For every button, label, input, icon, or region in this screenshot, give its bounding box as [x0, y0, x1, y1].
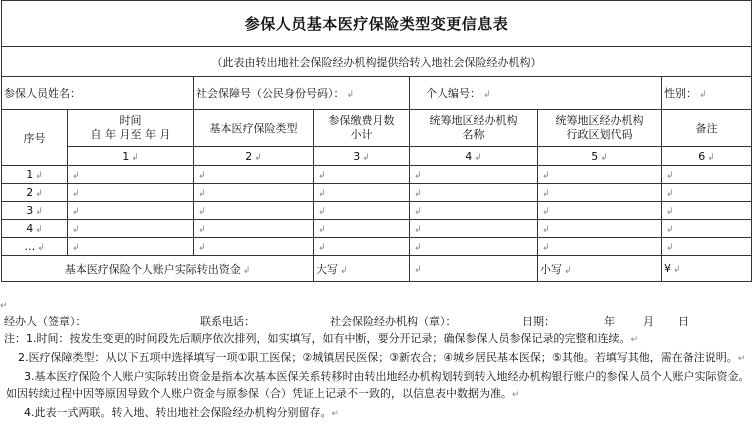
insurance-type-cell[interactable]	[194, 238, 314, 256]
col-number: 3	[353, 149, 361, 163]
remarks-cell[interactable]	[662, 166, 752, 184]
col-number-cell	[314, 147, 410, 166]
time-cell[interactable]	[68, 166, 194, 184]
cell-end-marker: ↲	[318, 243, 326, 253]
cell-end-marker: ↲	[242, 265, 251, 276]
row-number: 1	[26, 168, 34, 181]
cell-end-marker: ↲	[362, 152, 370, 163]
time-cell[interactable]	[68, 202, 194, 220]
form-subtitle: （此表由转出地社会保险经办机构提供给转入地社会保险经办机构）	[211, 55, 542, 69]
paragraph-mark: ↵	[630, 335, 639, 345]
personal-no-label: 个人编号：	[426, 87, 481, 100]
info-change-form-table	[1, 0, 752, 282]
col-number-cell	[662, 147, 752, 166]
cell-end-marker: ↲	[414, 243, 422, 253]
transfer-funds-row	[2, 256, 752, 282]
small-amount-label: 小写	[540, 262, 562, 276]
cell-end-marker: ↲	[414, 225, 422, 235]
col-number: 4	[465, 149, 473, 163]
remarks-cell[interactable]	[662, 220, 752, 238]
time-cell[interactable]	[68, 220, 194, 238]
cell-end-marker: ↲	[37, 243, 45, 253]
col-number-cell	[68, 147, 194, 166]
header-insurance-type-label: 基本医疗保险类型	[209, 122, 298, 135]
region-code-cell[interactable]	[538, 166, 662, 184]
note-4-text: 4.此表一式两联。转入地、转出地社会保险经办机构分别留存。	[24, 406, 332, 419]
row-number: 2	[26, 186, 34, 199]
col-number: 1	[122, 149, 130, 163]
paragraph-mark: ↵	[512, 390, 520, 400]
paragraph-mark: ↵	[737, 354, 746, 364]
region-name-cell[interactable]	[410, 238, 538, 256]
transfer-funds-label: 基本医疗保险个人账户实际转出资金	[64, 262, 241, 276]
col-number: 6	[698, 149, 706, 163]
info-gender-cell	[662, 77, 752, 110]
cell-end-marker: ↲	[198, 189, 206, 199]
months-cell[interactable]	[314, 238, 410, 256]
insurance-type-cell[interactable]	[194, 202, 314, 220]
header-time-line1: 时间	[119, 114, 142, 127]
subtitle-cell	[2, 47, 752, 77]
date-day-label: 日	[678, 315, 689, 328]
region-code-cell[interactable]	[538, 220, 662, 238]
cell-end-marker: ↲	[542, 171, 550, 181]
cell-end-marker: ↲	[600, 152, 608, 163]
time-cell[interactable]	[68, 184, 194, 202]
small-amount-field[interactable]	[662, 256, 752, 282]
col-number-cell	[194, 147, 314, 166]
cell-end-marker: ↲	[198, 243, 206, 253]
cell-end-marker: ↲	[666, 243, 674, 253]
row-number-cell	[2, 220, 68, 238]
note-3	[0, 368, 752, 404]
col-number: 5	[591, 149, 599, 163]
header-seq-label: 序号	[23, 131, 46, 145]
capital-amount-label-cell	[314, 256, 410, 282]
cell-end-marker: ↲	[666, 207, 674, 217]
cell-end-marker: ↲	[542, 207, 550, 217]
region-name-cell[interactable]	[410, 202, 538, 220]
cell-end-marker: ↲	[474, 152, 482, 163]
blank-line	[0, 296, 752, 313]
cell-end-marker: ↲	[564, 265, 572, 276]
cell-end-marker: ↲	[542, 189, 550, 199]
header-remarks	[662, 110, 752, 147]
header-region-code-line2: 行政区划代码	[566, 128, 633, 141]
info-ssn-cell	[194, 77, 410, 110]
insurance-type-cell[interactable]	[194, 184, 314, 202]
cell-end-marker: ↲	[72, 243, 80, 253]
region-name-cell[interactable]	[410, 220, 538, 238]
cell-end-marker: ↲	[35, 207, 43, 217]
cell-end-marker: ↲	[35, 171, 43, 181]
header-months-line2: 小计	[350, 128, 373, 141]
col-number-cell	[410, 147, 538, 166]
header-region-name-line1: 统筹地区经办机构	[429, 114, 518, 127]
months-cell[interactable]	[314, 202, 410, 220]
title-cell	[2, 1, 752, 47]
cell-end-marker: ↲	[72, 189, 80, 199]
insurance-type-cell[interactable]	[194, 166, 314, 184]
remarks-cell[interactable]	[662, 202, 752, 220]
header-region-code	[538, 110, 662, 147]
info-name-cell	[2, 77, 194, 110]
cell-end-marker: ↲	[72, 207, 80, 217]
note-1	[0, 330, 752, 349]
note-3-text: 3.基本医疗保险个人账户实际转出资金是指本次基本医保关系转移时由转出地经办机构划转到转入地经办机构银行账户的参保人员个人账户实际资金。如因转续过程中因等原因导致个人账户资金与原参保（合）凭证上记录不一致的，以信息表中数据为准。	[6, 370, 750, 400]
cell-end-marker: ↲	[673, 265, 681, 275]
cell-end-marker: ↲	[35, 189, 43, 199]
form-footer	[0, 296, 752, 423]
cell-end-marker: ↲	[318, 225, 326, 235]
cell-end-marker: ↲	[666, 225, 674, 235]
cell-end-marker: ↲	[72, 171, 80, 181]
table-row	[2, 202, 752, 220]
header-region-name-line2: 名称	[462, 128, 485, 141]
cell-end-marker: ↲	[35, 225, 43, 235]
cell-end-marker: ↲	[483, 90, 491, 100]
region-name-cell[interactable]	[410, 166, 538, 184]
region-code-cell[interactable]	[538, 202, 662, 220]
cell-end-marker: ↲	[542, 243, 550, 253]
cell-end-marker: ↲	[318, 171, 326, 181]
header-months	[314, 110, 410, 147]
col-number-cell	[538, 147, 662, 166]
header-region-name	[410, 110, 538, 147]
agency-stamp-label: 社会保险经办机构（章）：	[330, 315, 457, 328]
capital-amount-label: 大写	[316, 262, 338, 276]
cell-end-marker: ↲	[318, 189, 326, 199]
region-code-cell[interactable]	[538, 238, 662, 256]
transfer-label-cell	[2, 256, 314, 282]
months-cell[interactable]	[314, 184, 410, 202]
row-number: 4	[26, 222, 34, 235]
note-1-text: 注：1.时间：按发生变更的时间段先后顺序依次排列，如实填写，如有中断，要分开记录；确保参保人员参保记录的完整和连续。	[4, 332, 631, 345]
cell-end-marker: ↲	[414, 265, 422, 275]
ssn-label: 社会保障号（公民身份号码）：	[196, 87, 345, 100]
header-insurance-type	[194, 110, 314, 147]
cell-end-marker: ↲	[666, 171, 674, 181]
date-label: 日期：	[522, 315, 555, 328]
table-row	[2, 238, 752, 256]
cell-end-marker: ↲	[542, 225, 550, 235]
row-number: …	[24, 240, 36, 253]
currency-symbol: ¥	[664, 262, 671, 275]
cell-end-marker: ↲	[198, 225, 206, 235]
cell-end-marker: ↲	[414, 171, 422, 181]
header-months-line1: 参保缴费月数	[328, 114, 395, 127]
paragraph-mark: ↵	[0, 301, 8, 311]
small-amount-label-cell	[538, 256, 662, 282]
cell-end-marker: ↲	[414, 189, 422, 199]
signature-row	[0, 313, 752, 330]
cell-end-marker: ↲	[318, 207, 326, 217]
table-row	[2, 166, 752, 184]
info-personal-no-cell	[410, 77, 662, 110]
phone-label: 联系电话：	[200, 315, 255, 328]
table-row	[2, 184, 752, 202]
region-name-cell[interactable]	[410, 184, 538, 202]
time-cell[interactable]	[68, 238, 194, 256]
paragraph-mark: ↵	[331, 409, 340, 419]
row-number: 3	[26, 204, 34, 217]
cell-end-marker: ↲	[707, 152, 715, 163]
row-number-cell	[2, 184, 68, 202]
cell-end-marker: ↲	[666, 189, 674, 199]
months-cell[interactable]	[314, 166, 410, 184]
cell-end-marker: ↲	[346, 90, 355, 100]
col-number: 2	[245, 149, 253, 163]
cell-end-marker: ↲	[198, 171, 206, 181]
insurance-type-cell[interactable]	[194, 220, 314, 238]
row-number-cell	[2, 238, 68, 256]
remarks-cell[interactable]	[662, 238, 752, 256]
note-2	[0, 349, 752, 368]
date-month-label: 月	[643, 315, 654, 328]
header-seq	[2, 110, 68, 166]
header-remarks-label: 备注	[695, 122, 718, 135]
cell-end-marker: ↲	[72, 225, 80, 235]
cell-end-marker: ↲	[340, 265, 348, 276]
note-2-text: 2.医疗保障类型：从以下五项中选择填写一项①职工医保；②城镇居民医保；③新农合；④城乡居民基本医保；⑤其他。若填写其他，需在备注说明。	[18, 351, 738, 364]
header-time-line2: 自 年 月至 年 月	[90, 128, 171, 141]
name-label: 参保人员姓名：	[4, 87, 81, 100]
capital-amount-field[interactable]	[410, 256, 538, 282]
gender-label: 性别：	[664, 87, 697, 100]
header-time	[68, 110, 194, 147]
cell-end-marker: ↲	[254, 152, 262, 163]
handler-sign-label: 经办人（签章）：	[4, 315, 87, 328]
region-code-cell[interactable]	[538, 184, 662, 202]
months-cell[interactable]	[314, 220, 410, 238]
form-title: 参保人员基本医疗保险类型变更信息表	[244, 15, 509, 33]
remarks-cell[interactable]	[662, 184, 752, 202]
row-number-cell	[2, 166, 68, 184]
cell-end-marker: ↲	[198, 207, 206, 217]
table-row	[2, 220, 752, 238]
header-region-code-line1: 统筹地区经办机构	[555, 114, 644, 127]
row-number-cell	[2, 202, 68, 220]
date-year-label: 年	[604, 315, 615, 328]
cell-end-marker: ↲	[699, 90, 707, 100]
cell-end-marker: ↲	[414, 207, 422, 217]
cell-end-marker: ↲	[131, 152, 139, 163]
note-4	[0, 404, 752, 423]
